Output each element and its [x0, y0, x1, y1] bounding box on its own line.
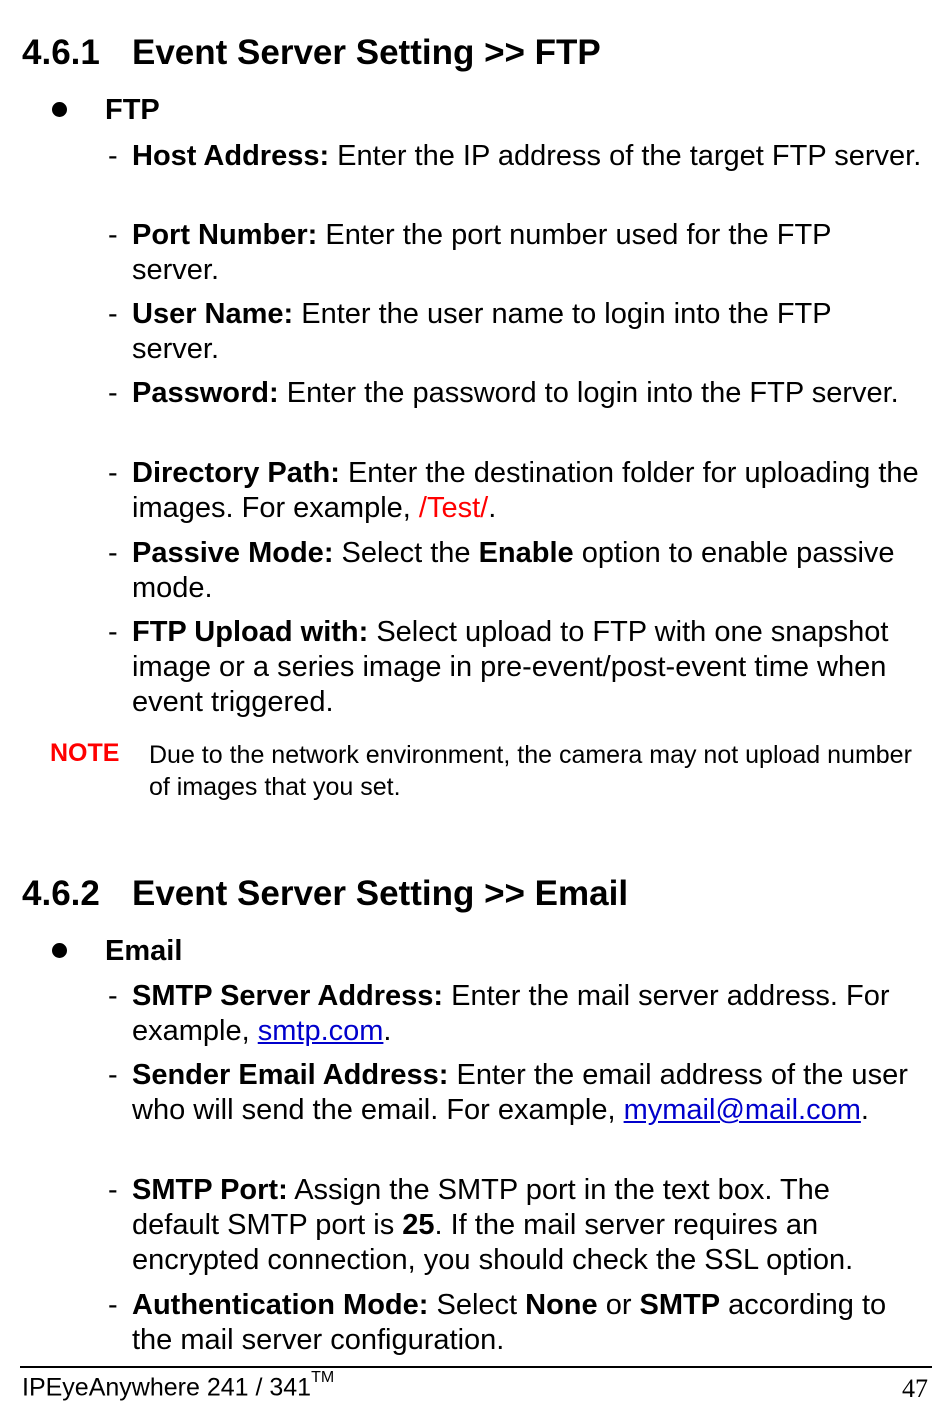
item-text: Enter the user name to login into the FTP server. — [132, 298, 832, 365]
item-text: Assign the SMTP port in the text box. The default SMTP port is — [132, 1174, 830, 1241]
item-text: Enter the password to login into the FTP server. — [278, 377, 899, 409]
section-title: Event Server Setting >> FTP — [132, 33, 601, 72]
item-text-end: . — [860, 1094, 869, 1126]
item-bold: Enable — [478, 537, 574, 569]
item-bold: SMTP — [639, 1289, 721, 1321]
item-label: Host Address: — [132, 140, 330, 172]
bullet-email — [52, 935, 182, 968]
item-label: SMTP Server Address: — [132, 980, 444, 1012]
item-text-mid: or — [597, 1289, 640, 1321]
product-name: IPEyeAnywhere 241 / 341 — [22, 1373, 312, 1402]
bullet-label: Email — [105, 935, 183, 967]
item-label: Authentication Mode: — [132, 1289, 429, 1321]
section-heading-ftp — [22, 33, 601, 73]
footer-divider — [20, 1366, 932, 1368]
item-text: Enter the mail server address. For example, — [132, 980, 890, 1047]
bullet-ftp — [52, 94, 160, 127]
bullet-label: FTP — [105, 94, 160, 126]
item-text-end: . — [488, 492, 497, 524]
item-label: Port Number: — [132, 219, 318, 251]
list-item: - SMTP Server Address: Enter the mail server address. For example, smtp.com. — [108, 980, 890, 1047]
item-bold: 25 — [402, 1209, 435, 1241]
list-item: - User Name: Enter the user name to login into the FTP server. — [108, 298, 832, 365]
bullet-dot-icon — [52, 102, 67, 117]
list-item: - SMTP Port: Assign the SMTP port in the text box. The default SMTP port is 25. If the mail server requires an encrypted connection, you should check the SSL option. — [108, 1174, 854, 1276]
item-text-end: according to the mail server configuration. — [132, 1289, 887, 1356]
list-item: - Password: Enter the password to login into the FTP server. — [108, 377, 899, 409]
item-text-end: option to enable passive mode. — [132, 537, 895, 604]
item-text-end: . If the mail server requires an encrypted connection, you should check the SSL option. — [132, 1209, 854, 1276]
item-text-end: . — [383, 1015, 392, 1047]
item-label: SMTP Port: — [132, 1174, 288, 1206]
note-text: Due to the network environment, the camera may not upload number of images that you set. — [149, 741, 912, 801]
footer-product — [22, 1369, 335, 1402]
item-label: Passive Mode: — [132, 537, 334, 569]
list-item: - Sender Email Address: Enter the email address of the user who will send the email. For example, mymail@mail.com. — [108, 1059, 908, 1126]
list-item: - Port Number: Enter the port number used for the FTP server. — [108, 219, 831, 286]
email-link[interactable]: mymail@mail.com — [623, 1094, 861, 1126]
section-number: 4.6.1 — [22, 33, 100, 72]
section-title: Event Server Setting >> Email — [132, 874, 629, 913]
item-text: Select upload to FTP with one snapshot image or a series image in pre-event/post-event time when event triggered. — [132, 616, 889, 718]
example-path: /Test/ — [418, 492, 489, 524]
list-item: - Host Address: Enter the IP address of the target FTP server. — [108, 140, 922, 172]
item-text: Select — [428, 1289, 526, 1321]
item-text: Enter the destination folder for uploading the images. For example, — [132, 457, 919, 524]
item-label: Directory Path: — [132, 457, 340, 489]
item-bold: None — [525, 1289, 598, 1321]
item-label: User Name: — [132, 298, 294, 330]
note-label: NOTE — [50, 739, 120, 767]
list-item: - Authentication Mode: Select None or SMTP according to the mail server configuration. — [108, 1289, 887, 1356]
item-text: Enter the IP address of the target FTP server. — [329, 140, 922, 172]
smtp-link[interactable]: smtp.com — [257, 1015, 384, 1047]
trademark: TM — [311, 1369, 335, 1386]
item-text: Enter the email address of the user who will send the email. For example, — [132, 1059, 908, 1126]
bullet-dot-icon — [52, 943, 67, 958]
item-text: Enter the port number used for the FTP server. — [132, 219, 831, 286]
item-label: Sender Email Address: — [132, 1059, 449, 1091]
list-item: - Passive Mode: Select the Enable option to enable passive mode. — [108, 537, 895, 604]
item-label: Password: — [132, 377, 279, 409]
item-text: Select the — [333, 537, 479, 569]
list-item: - Directory Path: Enter the destination folder for uploading the images. For example, /Test/. — [108, 457, 919, 524]
section-number: 4.6.2 — [22, 874, 100, 913]
page-number: 47 — [902, 1374, 928, 1403]
item-label: FTP Upload with: — [132, 616, 369, 648]
list-item: - FTP Upload with: Select upload to FTP with one snapshot image or a series image in pre-event/post-event time when event triggered. — [108, 616, 889, 718]
section-heading-email — [22, 874, 628, 914]
